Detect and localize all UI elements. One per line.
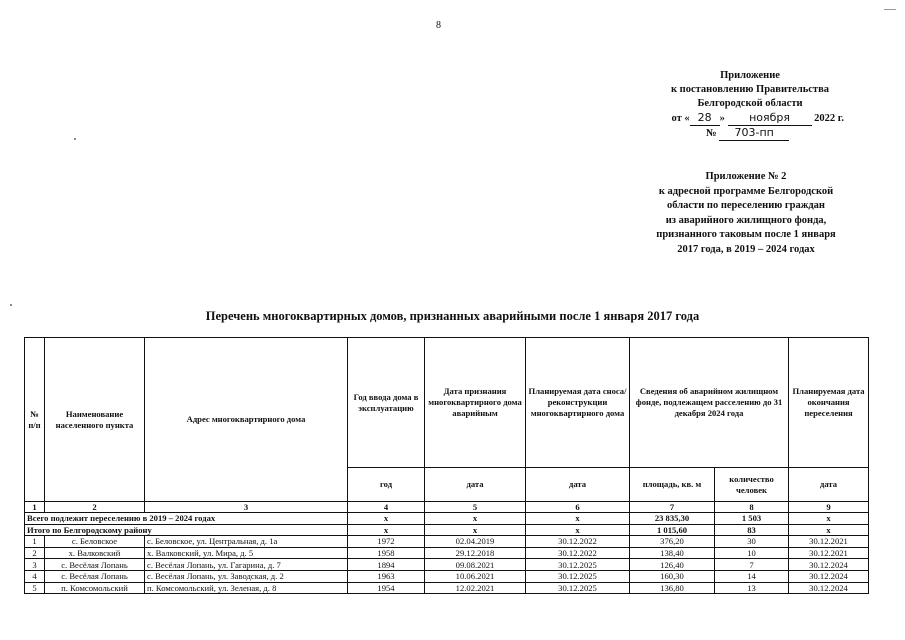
header-address: Адрес многоквартирного дома (145, 338, 348, 502)
header-demolition-date: Планируемая дата сноса/ реконструкции многоквартирного дома (526, 338, 630, 468)
column-number: 7 (630, 502, 715, 513)
cell-people: 13 (715, 582, 789, 594)
cell-demolition: х (526, 524, 630, 536)
scan-speck (74, 138, 76, 140)
cell-area: 136,80 (630, 582, 715, 594)
cell-year: 1958 (348, 547, 425, 559)
cell-num: 2 (25, 547, 45, 559)
table-body (25, 536, 869, 594)
subheader-people: количество человек (715, 468, 789, 502)
column-number: 1 (25, 502, 45, 513)
cell-num: 4 (25, 570, 45, 582)
table-row (25, 547, 869, 559)
cell-people: 7 (715, 559, 789, 571)
cell-recognized: х (425, 513, 526, 525)
cell-num: 3 (25, 559, 45, 571)
table-header-row (25, 338, 869, 468)
cell-end: 30.12.2021 (789, 536, 869, 548)
cell-recognized: 10.06.2021 (425, 570, 526, 582)
scan-speck (10, 304, 12, 306)
cell-year: 1894 (348, 559, 425, 571)
column-number-row (25, 502, 869, 513)
cell-people: 1 503 (715, 513, 789, 525)
table-row (25, 582, 869, 594)
cell-year: х (348, 524, 425, 536)
appendix-line: Белгородской области (697, 98, 803, 109)
cell-area: 138,40 (630, 547, 715, 559)
subheader-year: год (348, 468, 425, 502)
cell-end: 30.12.2021 (789, 547, 869, 559)
header-recognition-date: Дата признания многоквартирного дома аварийным (425, 338, 526, 468)
column-number: 3 (145, 502, 348, 513)
cell-area: 376,20 (630, 536, 715, 548)
appendix-line: 2017 года, в 2019 – 2024 годах (677, 243, 815, 255)
cell-settlement: с. Беловское (45, 536, 145, 548)
resolution-date: от « 28 » ноября 2022 г. (671, 111, 844, 124)
subheader-date: дата (526, 468, 630, 502)
appendix-line: области по переселению граждан (667, 200, 825, 212)
subheader-date: дата (425, 468, 526, 502)
cell-num: 5 (25, 582, 45, 594)
cell-demolition: 30.12.2022 (526, 536, 630, 548)
cell-demolition: 30.12.2025 (526, 582, 630, 594)
cell-address: с. Беловское, ул. Центральная, д. 1а (145, 536, 348, 548)
cell-end: х (789, 513, 869, 525)
cell-settlement: с. Весёлая Лопань (45, 559, 145, 571)
column-number: 4 (348, 502, 425, 513)
cell-settlement: п. Комсомольский (45, 582, 145, 594)
cell-area: 126,40 (630, 559, 715, 571)
column-number: 2 (45, 502, 145, 513)
total-all-row (25, 513, 869, 525)
column-number: 8 (715, 502, 789, 513)
cell-end: 30.12.2024 (789, 582, 869, 594)
cell-recognized: 12.02.2021 (425, 582, 526, 594)
cell-settlement: х. Валковский (45, 547, 145, 559)
cell-demolition: х (526, 513, 630, 525)
column-number: 6 (526, 502, 630, 513)
cell-recognized: 29.12.2018 (425, 547, 526, 559)
appendix-line: к адресной программе Белгородской (658, 185, 834, 197)
table-row (25, 536, 869, 548)
cell-year: 1972 (348, 536, 425, 548)
housing-table (24, 337, 869, 594)
scan-edge-mark (884, 9, 896, 10)
cell-area: 160,30 (630, 570, 715, 582)
cell-year: 1954 (348, 582, 425, 594)
table-row (25, 559, 869, 571)
subheader-area: площадь, кв. м (630, 468, 715, 502)
appendix-line: Приложение № 2 (705, 171, 787, 182)
cell-demolition: 30.12.2022 (526, 547, 630, 559)
column-number: 9 (789, 502, 869, 513)
total-district-row (25, 524, 869, 536)
resolution-number: № 703-пп (640, 126, 860, 141)
handwritten-number: 703-пп (719, 126, 789, 141)
cell-end: х (789, 524, 869, 536)
appendix-line: из аварийного жилищного фонда, (665, 214, 827, 226)
header-year-built: Год ввода дома в эксплуатацию (348, 338, 425, 468)
cell-people: 83 (715, 524, 789, 536)
column-number: 5 (425, 502, 526, 513)
cell-people: 10 (715, 547, 789, 559)
cell-recognized: 09.08.2021 (425, 559, 526, 571)
appendix-resolution-block (640, 69, 860, 141)
document-title: Перечень многоквартирных домов, признанных аварийными после 1 января 2017 года (205, 309, 700, 323)
cell-recognized: х (425, 524, 526, 536)
cell-recognized: 02.04.2019 (425, 536, 526, 548)
cell-year: 1963 (348, 570, 425, 582)
total-label: Всего подлежит переселению в 2019 – 2024 годах (25, 513, 348, 525)
cell-demolition: 30.12.2025 (526, 559, 630, 571)
cell-num: 1 (25, 536, 45, 548)
cell-demolition: 30.12.2025 (526, 570, 630, 582)
cell-address: п. Комсомольский, ул. Зеленая, д. 8 (145, 582, 348, 594)
cell-address: с. Весёлая Лопань, ул. Гагарина, д. 7 (145, 559, 348, 571)
cell-area: 1 015,60 (630, 524, 715, 536)
cell-year: х (348, 513, 425, 525)
header-num: № п/п (25, 338, 45, 502)
appendix-line: к постановлению Правительства (670, 84, 830, 95)
header-settlement: Наименование населенного пункта (45, 338, 145, 502)
appendix-line: признанного таковым после 1 января (656, 229, 836, 241)
header-resettlement-end: Планируемая дата окончания переселения (789, 338, 869, 468)
cell-people: 14 (715, 570, 789, 582)
total-label: Итого по Белгородскому району (25, 524, 348, 536)
cell-end: 30.12.2024 (789, 570, 869, 582)
cell-area: 23 835,30 (630, 513, 715, 525)
subheader-date: дата (789, 468, 869, 502)
handwritten-month: ноября (728, 111, 812, 126)
cell-people: 30 (715, 536, 789, 548)
cell-end: 30.12.2024 (789, 559, 869, 571)
handwritten-day: 28 (690, 111, 720, 126)
header-housing-info: Сведения об аварийном жилищном фонде, подлежащем расселению до 31 декабря 2024 года (630, 338, 789, 468)
table-row (25, 570, 869, 582)
appendix-program-block (636, 170, 856, 258)
cell-address: х. Валковский, ул. Мира, д. 5 (145, 547, 348, 559)
page-number: 8 (436, 20, 441, 31)
cell-settlement: с. Весёлая Лопань (45, 570, 145, 582)
appendix-line: Приложение (720, 70, 780, 81)
cell-address: с. Весёлая Лопань, ул. Заводская, д. 2 (145, 570, 348, 582)
